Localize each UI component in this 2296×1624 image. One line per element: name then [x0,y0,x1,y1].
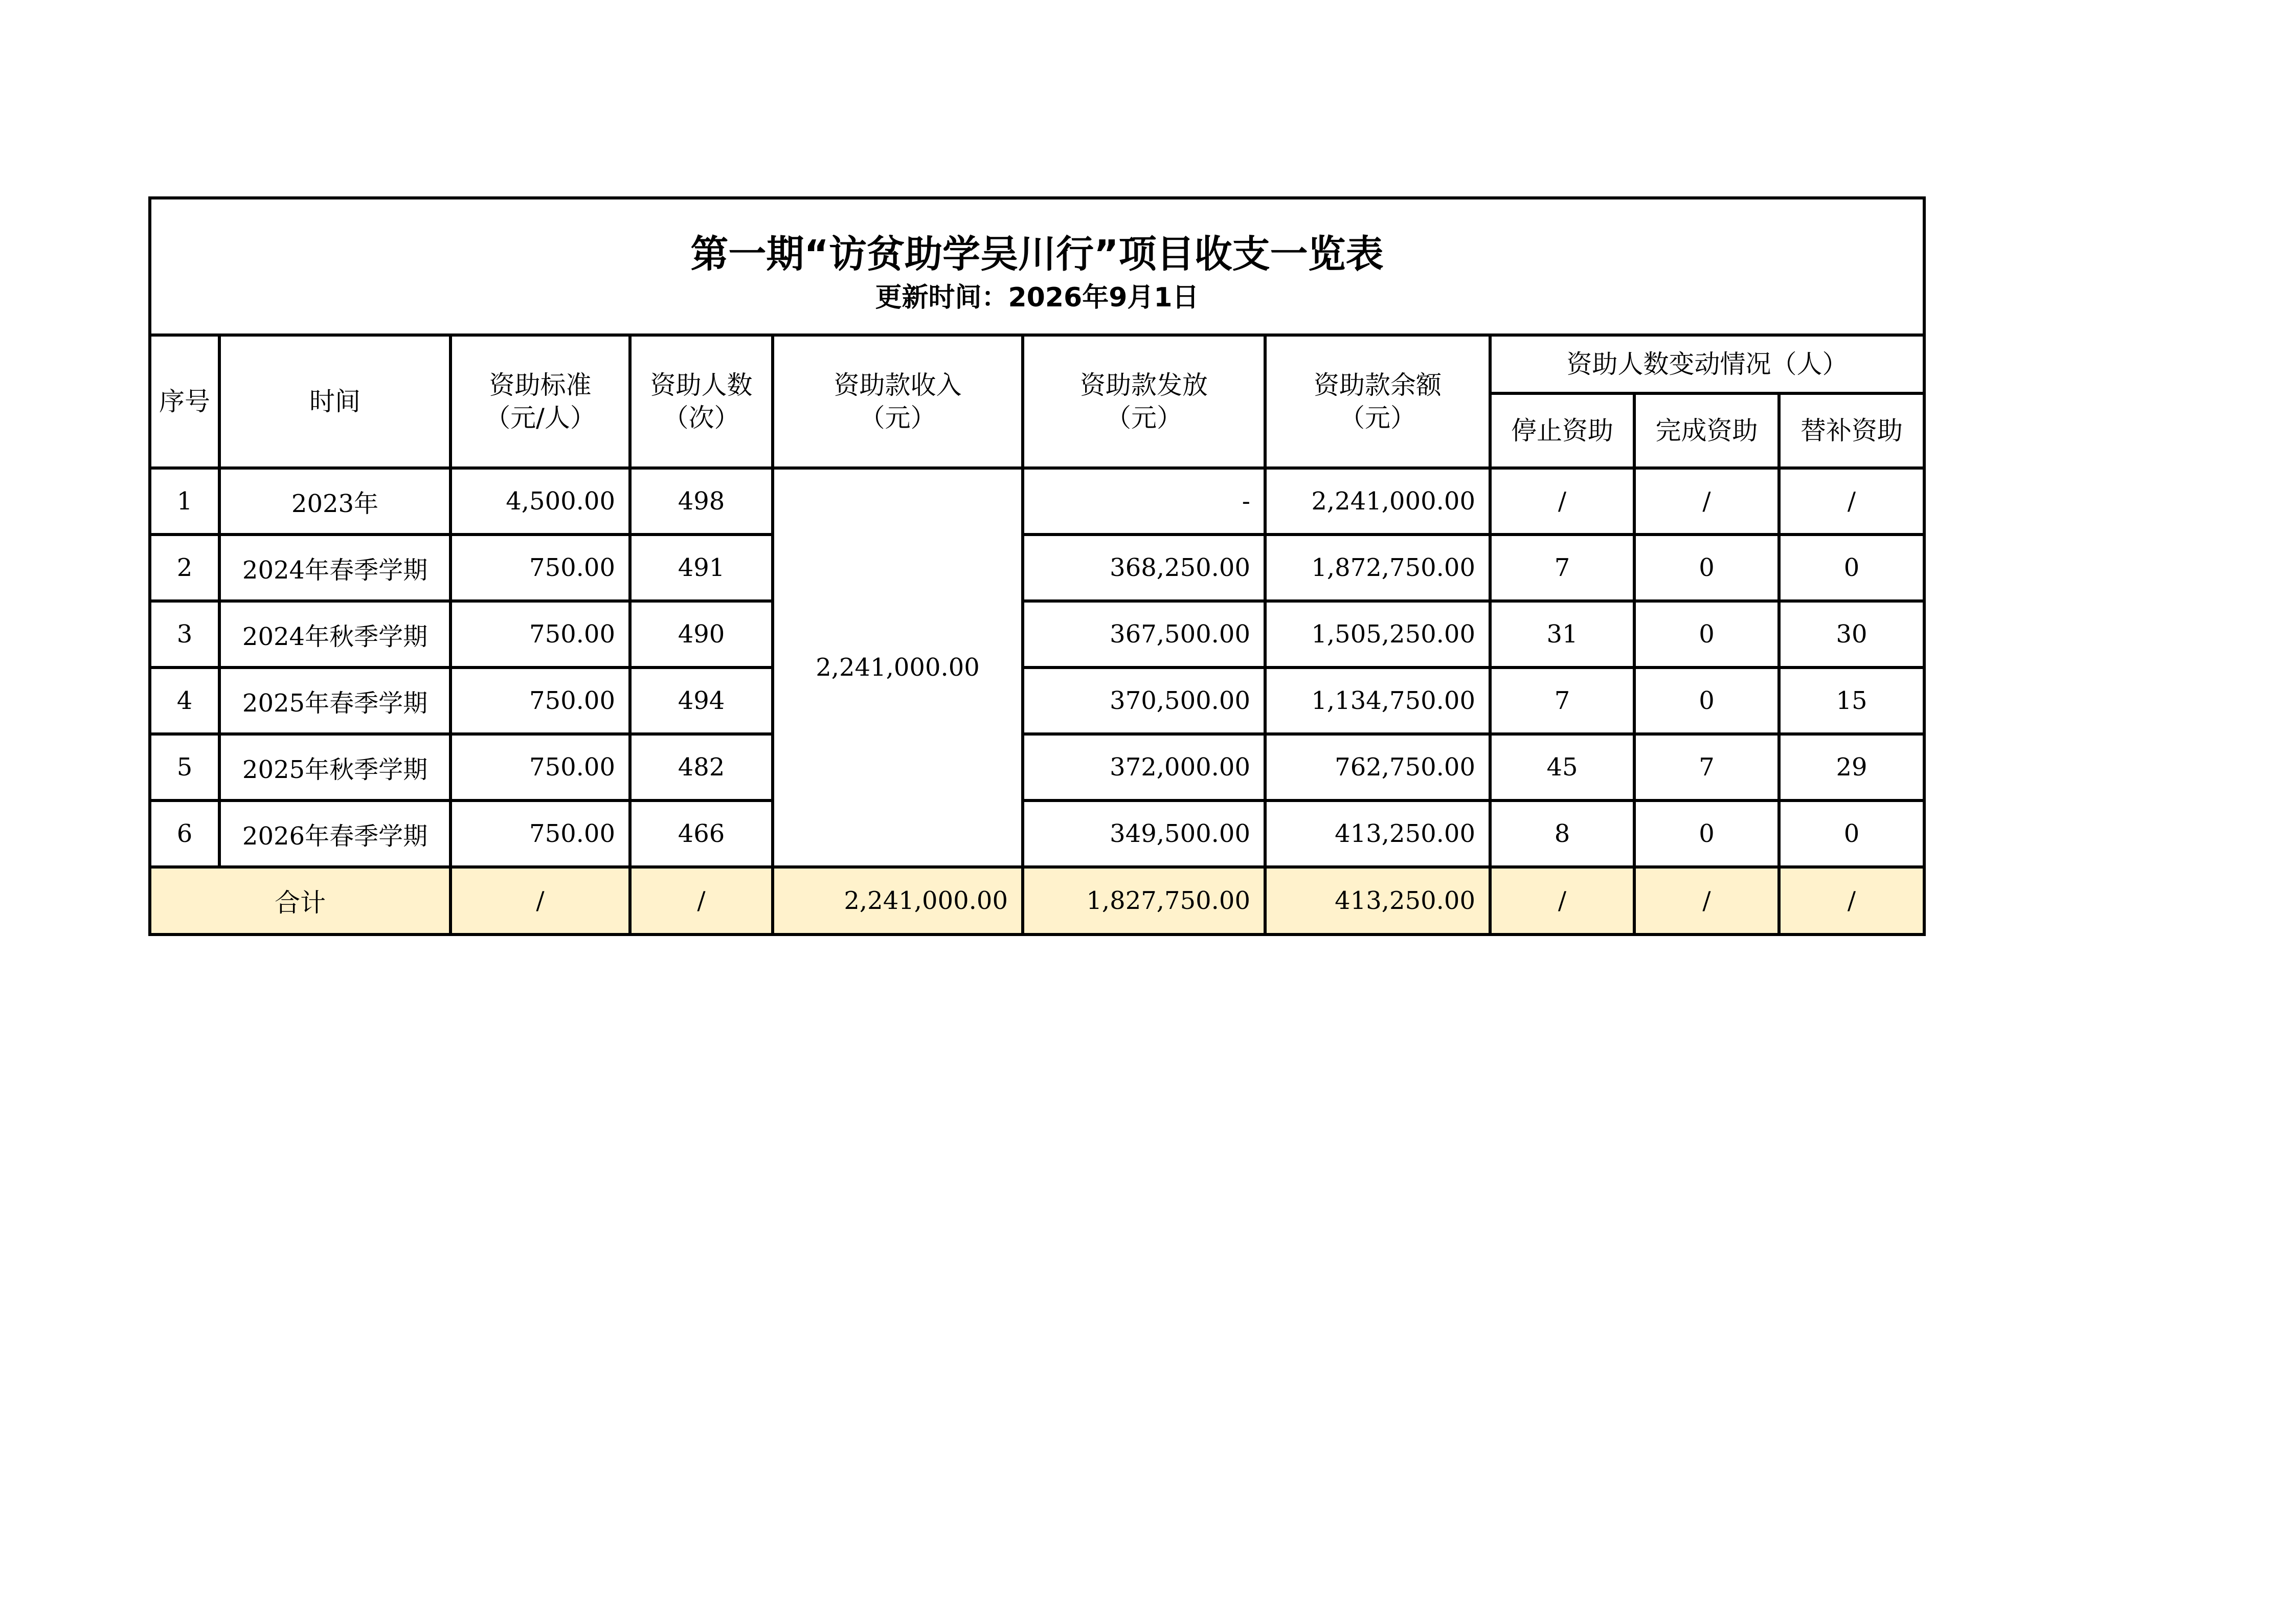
cell-stopped: 7 [1490,535,1634,601]
cell-count: 498 [630,468,773,535]
table-row [150,734,1924,800]
cell-count: 490 [630,601,773,668]
cell-seq: 6 [150,800,219,867]
title-cell [150,198,1924,335]
cell-time: 2024年秋季学期 [219,601,451,668]
cell-payout: 370,500.00 [1023,668,1265,734]
table-row [150,800,1924,867]
cell-time: 2023年 [219,468,451,535]
cell-payout: 367,500.00 [1023,601,1265,668]
header-income-line2: （元） [859,403,936,433]
cell-income-merged: 2,241,000.00 [773,468,1023,867]
cell-count: 466 [630,800,773,867]
cell-seq: 5 [150,734,219,800]
cell-payout: - [1023,468,1265,535]
total-completed: / [1634,867,1779,935]
total-stopped: / [1490,867,1634,935]
page-title: 第一期“访贫助学吴川行”项目收支一览表 [690,232,1384,276]
cell-replaced: 30 [1779,601,1924,668]
total-standard: / [451,867,630,935]
cell-stopped: / [1490,468,1634,535]
header-time: 时间 [219,335,451,468]
total-count: / [630,867,773,935]
cell-replaced: 29 [1779,734,1924,800]
header-standard [451,335,630,468]
cell-time: 2024年春季学期 [219,535,451,601]
cell-payout: 368,250.00 [1023,535,1265,601]
table-row [150,601,1924,668]
cell-seq: 4 [150,668,219,734]
header-seq: 序号 [150,335,219,468]
cell-payout: 372,000.00 [1023,734,1265,800]
header-payout [1023,335,1265,468]
header-income [773,335,1023,468]
funding-summary-table [148,196,1926,936]
cell-stopped: 8 [1490,800,1634,867]
cell-stopped: 7 [1490,668,1634,734]
total-balance: 413,250.00 [1265,867,1490,935]
cell-completed: / [1634,468,1779,535]
title-row [150,198,1924,335]
header-balance-line2: （元） [1339,403,1416,433]
cell-replaced: 0 [1779,800,1924,867]
cell-balance: 2,241,000.00 [1265,468,1490,535]
update-time: 更新时间：2026年9月1日 [875,282,1199,313]
table-row [150,668,1924,734]
cell-completed: 0 [1634,535,1779,601]
total-row [150,867,1924,935]
total-label: 合计 [150,867,451,935]
cell-balance: 1,872,750.00 [1265,535,1490,601]
cell-replaced: 15 [1779,668,1924,734]
cell-standard: 750.00 [451,601,630,668]
cell-completed: 7 [1634,734,1779,800]
table-row [150,468,1924,535]
cell-count: 491 [630,535,773,601]
cell-standard: 4,500.00 [451,468,630,535]
cell-completed: 0 [1634,800,1779,867]
cell-seq: 3 [150,601,219,668]
cell-payout: 349,500.00 [1023,800,1265,867]
total-income: 2,241,000.00 [773,867,1023,935]
cell-standard: 750.00 [451,668,630,734]
cell-standard: 750.00 [451,734,630,800]
header-income-line1: 资助款收入 [834,370,962,400]
header-balance-line1: 资助款余额 [1314,370,1442,400]
header-row-1 [150,335,1924,393]
header-stopped: 停止资助 [1490,393,1634,468]
table-row [150,535,1924,601]
header-payout-line1: 资助款发放 [1080,370,1208,400]
header-change-group: 资助人数变动情况（人） [1490,335,1924,393]
cell-standard: 750.00 [451,800,630,867]
header-replaced: 替补资助 [1779,393,1924,468]
cell-stopped: 31 [1490,601,1634,668]
cell-completed: 0 [1634,668,1779,734]
cell-replaced: / [1779,468,1924,535]
header-count [630,335,773,468]
cell-standard: 750.00 [451,535,630,601]
cell-time: 2026年春季学期 [219,800,451,867]
header-count-line1: 资助人数 [650,370,753,400]
total-replaced: / [1779,867,1924,935]
header-standard-line2: （元/人） [485,403,596,433]
cell-count: 482 [630,734,773,800]
cell-balance: 1,134,750.00 [1265,668,1490,734]
cell-time: 2025年秋季学期 [219,734,451,800]
cell-replaced: 0 [1779,535,1924,601]
total-payout: 1,827,750.00 [1023,867,1265,935]
cell-balance: 762,750.00 [1265,734,1490,800]
header-count-line2: （次） [663,403,740,433]
header-completed: 完成资助 [1634,393,1779,468]
cell-count: 494 [630,668,773,734]
header-standard-line1: 资助标准 [489,370,592,400]
header-payout-line2: （元） [1106,403,1182,433]
cell-balance: 1,505,250.00 [1265,601,1490,668]
cell-time: 2025年春季学期 [219,668,451,734]
cell-seq: 1 [150,468,219,535]
cell-balance: 413,250.00 [1265,800,1490,867]
cell-seq: 2 [150,535,219,601]
cell-completed: 0 [1634,601,1779,668]
cell-stopped: 45 [1490,734,1634,800]
header-balance [1265,335,1490,468]
